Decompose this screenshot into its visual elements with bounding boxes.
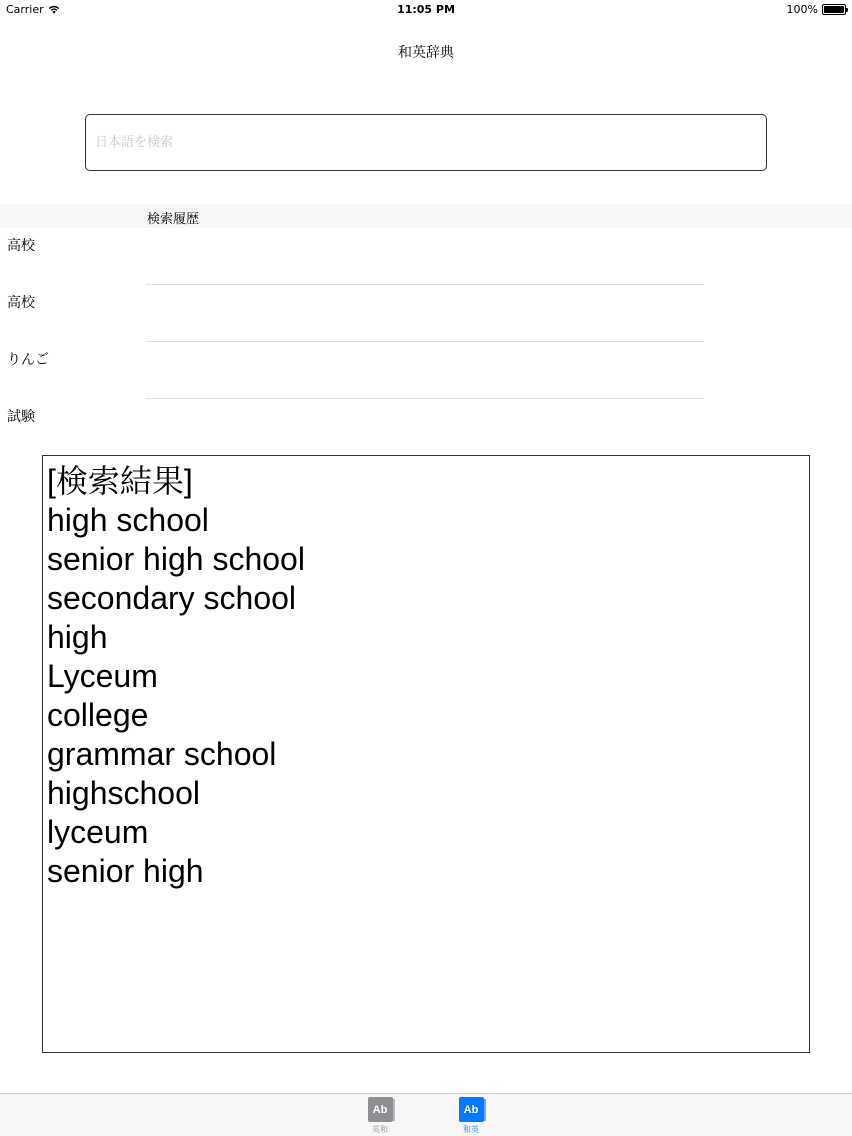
history-item-label: 試験 [7, 409, 35, 425]
result-line: grammar school [47, 736, 277, 772]
search-box[interactable] [85, 114, 767, 171]
history-item[interactable] [0, 228, 852, 285]
result-text-view[interactable] [42, 455, 810, 1053]
history-item[interactable] [0, 342, 852, 399]
result-line: high [47, 619, 108, 655]
tab-label: 英和 [372, 1125, 388, 1134]
result-line: high school [47, 502, 209, 538]
tab-label: 和英 [463, 1125, 479, 1134]
history-list [0, 228, 852, 456]
status-right [787, 3, 846, 16]
result-line: secondary school [47, 580, 297, 616]
result-line: senior high [47, 853, 204, 889]
result-line: lyceum [47, 814, 149, 850]
carrier-label: Carrier [6, 3, 44, 16]
status-time: 11:05 PM [397, 3, 455, 16]
result-line: Lyceum [47, 658, 158, 694]
history-item[interactable] [0, 399, 852, 456]
result-heading: [検索結果] [47, 463, 193, 499]
history-item-label: りんご [7, 352, 49, 368]
history-item-label: 高校 [7, 295, 35, 311]
tab-bar [0, 1093, 852, 1136]
result-line: highschool [47, 775, 200, 811]
book-ab-icon: Ab [459, 1097, 484, 1122]
status-bar [0, 0, 852, 20]
battery-icon [822, 4, 846, 15]
page-title: 和英辞典 [398, 45, 454, 61]
history-item[interactable] [0, 285, 852, 342]
result-line: senior high school [47, 541, 305, 577]
history-header-label: 検索履歴 [147, 212, 200, 227]
history-item-label: 高校 [7, 238, 35, 254]
tab-japanese-english[interactable] [441, 1097, 501, 1135]
search-input[interactable] [93, 115, 766, 170]
battery-fill [824, 6, 844, 13]
result-line: college [47, 697, 149, 733]
battery-percent: 100% [786, 3, 818, 16]
tab-english-japanese[interactable] [350, 1097, 410, 1135]
history-section-header [0, 204, 852, 228]
book-ab-icon: Ab [368, 1097, 393, 1122]
